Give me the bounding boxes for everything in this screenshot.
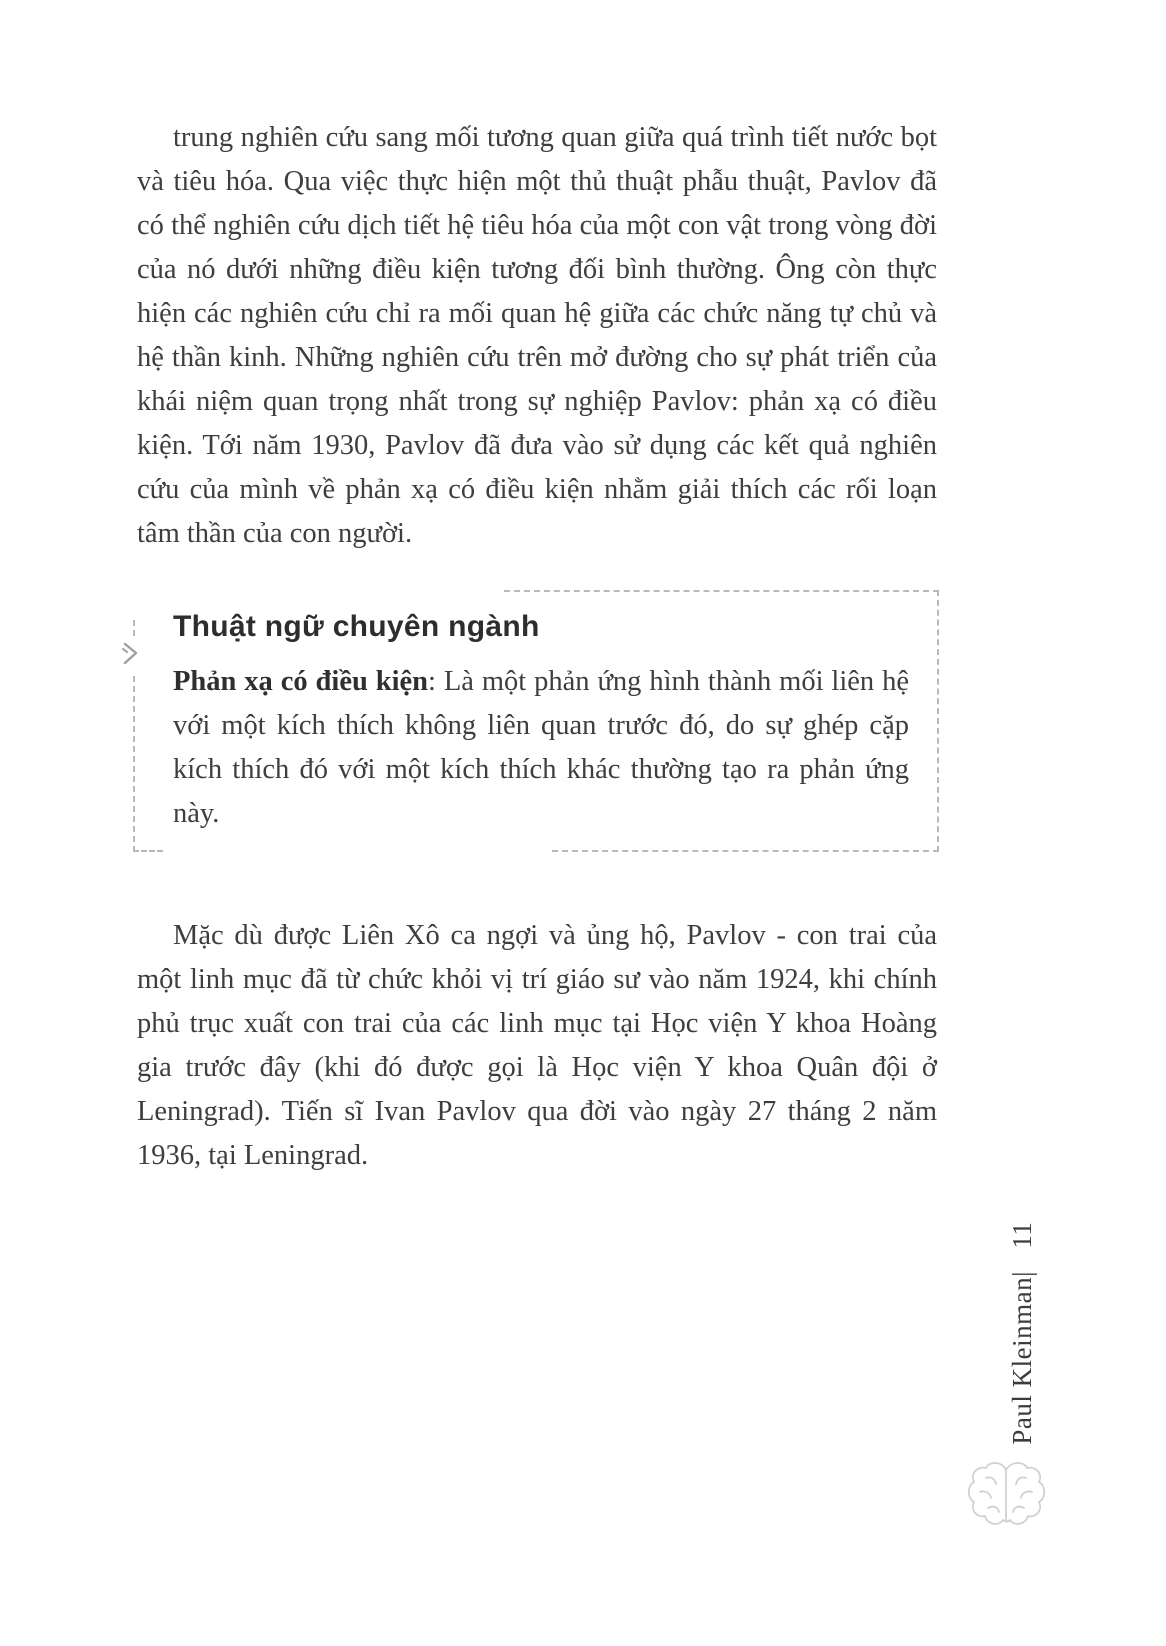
box-border-corner-dash <box>133 850 163 852</box>
terminology-term: Phản xạ có điều kiện <box>173 666 429 697</box>
box-border-bottom <box>552 850 939 852</box>
body-paragraph-2: Mặc dù được Liên Xô ca ngợi và ủng hộ, Pavlov - con trai của một linh mục đã từ chức khỏi vị trí giáo sư vào năm 1924, khi chính phủ trục xuất con trai của các linh mục tại Học viện Y khoa Hoàng gia trước đây (khi đó được gọi là Học viện Y khoa Quân đội ở Leningrad). Tiến sĩ Ivan Pavlov qua đời vào ngày 27 tháng 2 năm 1936, tại Leningrad. <box>137 920 937 1171</box>
box-marker-icon <box>120 640 142 668</box>
author-name: Paul Kleinman <box>1007 1276 1037 1445</box>
box-border-right <box>937 590 939 852</box>
box-border-left <box>133 676 135 852</box>
box-border-left-top-dash <box>133 620 135 636</box>
body-paragraph-1: trung nghiên cứu sang mối tương quan giữa quá trình tiết nước bọt và tiêu hóa. Qua việc thực hiện một thủ thuật phẫu thuật, Pavlov đã có thể nghiên cứu dịch tiết hệ tiêu hóa của một con vật trong vòng đời của nó dưới những điều kiện tương đối bình thường. Ông còn thực hiện các nghiên cứu chỉ ra mối quan hệ giữa các chức năng tự chủ và hệ thần kinh. Những nghiên cứu trên mở đường cho sự phát triển của khái niệm quan trọng nhất trong sự nghiệp Pavlov: phản xạ có điều kiện. Tới năm 1930, Pavlov đã đưa vào sử dụng các kết quả nghiên cứu của mình về phản xạ có điều kiện nhằm giải thích các rối loạn tâm thần của con người. <box>137 122 937 549</box>
terminology-text <box>173 660 909 836</box>
page-number: 11 <box>1007 1222 1037 1249</box>
terminology-definition: : Là một phản ứng hình thành mối liên hệ với một kích thích không liên quan trước đó, do sự ghép cặp kích thích đó với một kích thích khác thường tạo ra phản ứng này. <box>173 666 909 829</box>
brain-icon <box>964 1456 1048 1536</box>
page-content <box>137 116 937 1178</box>
side-footer <box>1007 1222 1038 1445</box>
footer-separator: | <box>1007 1271 1037 1277</box>
terminology-heading: Thuật ngữ chuyên ngành <box>173 610 540 643</box>
terminology-box <box>133 590 939 852</box>
box-border-top <box>504 590 939 592</box>
